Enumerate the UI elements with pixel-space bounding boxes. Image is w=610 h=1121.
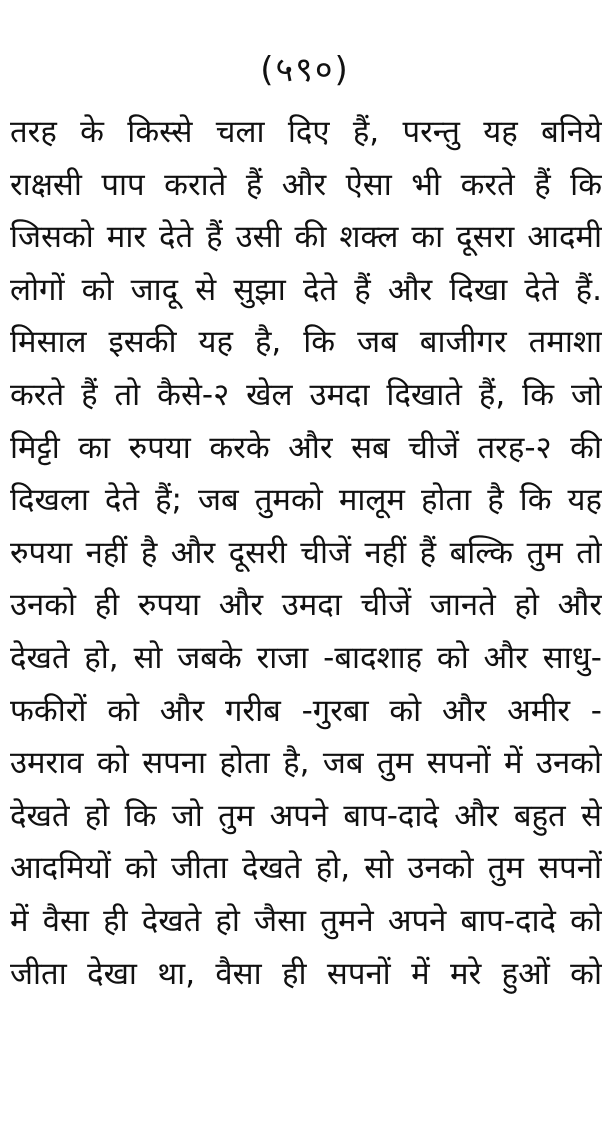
text-line: फकीरों को और गरीब -गुरबा को और अमीर - [10, 692, 602, 729]
text-line: आदमियों को जीता देखते हो, सो उनको तुम सपनों [10, 850, 602, 887]
body-text [10, 106, 602, 1000]
text-line: जीता देखा था, वैसा ही सपनों में मरे हुओं को [10, 955, 602, 992]
text-line: तरह के किस्से चला दिए हैं, परन्तु यह बनिये [10, 114, 602, 150]
text-line: देखते हो कि जो तुम अपने बाप-दादे और बहुत से [10, 797, 602, 834]
text-line: रुपया नहीं है और दूसरी चीजें नहीं हैं बल्कि तुम तो [10, 534, 602, 571]
text-line: जिसको मार देते हैं उसी की शक्ल का दूसरा आदमी [10, 219, 602, 256]
text-line: दिखला देते हैं; जब तुमको मालूम होता है कि यह [10, 482, 602, 519]
text-line: उमराव को सपना होता है, जब तुम सपनों में उनको [10, 745, 602, 782]
text-line: मिसाल इसकी यह है, कि जब बाजीगर तमाशा [10, 324, 602, 361]
text-line: लोगों को जादू से सुझा देते हैं और दिखा देते हैं. [10, 271, 602, 308]
text-line: मिट्टी का रुपया करके और सब चीजें तरह-२ की [10, 429, 602, 466]
text-line: देखते हो, सो जबके राजा -बादशाह को और साधु- [10, 639, 602, 676]
text-line: राक्षसी पाप कराते हैं और ऐसा भी करते हैं कि [10, 166, 602, 203]
text-line: में वैसा ही देखते हो जैसा तुमने अपने बाप-दादे को [10, 902, 602, 939]
text-line: उनको ही रुपया और उमदा चीजें जानते हो और [10, 587, 602, 624]
text-line: करते हैं तो कैसे-२ खेल उमदा दिखाते हैं, कि जो [10, 376, 602, 413]
page-number: (५९०) [260, 50, 350, 90]
